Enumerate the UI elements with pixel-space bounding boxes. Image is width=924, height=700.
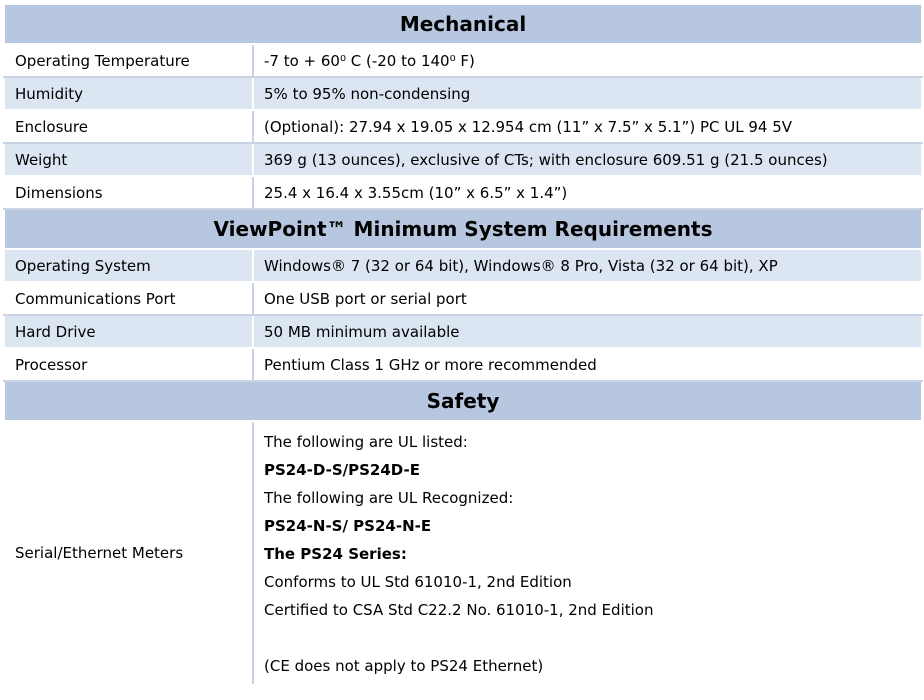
row-label: Enclosure xyxy=(4,110,253,143)
row-value: (Optional): 27.94 x 19.05 x 12.954 cm (11” x 7.5” x 5.1”) PC UL 94 5V xyxy=(253,110,922,143)
table-row xyxy=(4,110,922,143)
row-label: Operating System xyxy=(4,249,253,282)
safety-details xyxy=(253,421,922,685)
spec-table xyxy=(3,3,923,686)
section-header-mechanical xyxy=(4,4,922,44)
row-label: Serial/Ethernet Meters xyxy=(4,421,253,685)
safety-line: Conforms to UL Std 61010-1, 2nd Edition xyxy=(264,573,572,591)
row-value: -7 to + 60⁰ C (-20 to 140⁰ F) xyxy=(253,44,922,77)
row-value: 50 MB minimum available xyxy=(253,315,922,348)
table-row xyxy=(4,143,922,176)
safety-line: Certified to CSA Std C22.2 No. 61010-1, 2nd Edition xyxy=(264,601,654,619)
row-label: Humidity xyxy=(4,77,253,110)
row-label: Dimensions xyxy=(4,176,253,209)
row-label: Weight xyxy=(4,143,253,176)
row-value: 369 g (13 ounces), exclusive of CTs; with enclosure 609.51 g (21.5 ounces) xyxy=(253,143,922,176)
row-value: Windows® 7 (32 or 64 bit), Windows® 8 Pro, Vista (32 or 64 bit), XP xyxy=(253,249,922,282)
row-label: Operating Temperature xyxy=(4,44,253,77)
section-title: ViewPoint™ Minimum System Requirements xyxy=(4,209,922,249)
row-value: One USB port or serial port xyxy=(253,282,922,315)
table-row xyxy=(4,44,922,77)
table-row xyxy=(4,282,922,315)
row-value: 25.4 x 16.4 x 3.55cm (10” x 6.5” x 1.4”) xyxy=(253,176,922,209)
row-label: Communications Port xyxy=(4,282,253,315)
table-row xyxy=(4,348,922,381)
row-value: 5% to 95% non-condensing xyxy=(253,77,922,110)
row-label: Processor xyxy=(4,348,253,381)
safety-line: The following are UL listed: xyxy=(264,433,468,451)
row-value: Pentium Class 1 GHz or more recommended xyxy=(253,348,922,381)
safety-line: The following are UL Recognized: xyxy=(264,489,514,507)
table-row xyxy=(4,315,922,348)
safety-line-model: PS24-N-S/ PS24-N-E xyxy=(264,517,432,535)
row-label: Hard Drive xyxy=(4,315,253,348)
safety-line-model: PS24-D-S/PS24D-E xyxy=(264,461,421,479)
table-row xyxy=(4,421,922,685)
section-header-viewpoint xyxy=(4,209,922,249)
section-title: Safety xyxy=(4,381,922,421)
section-header-safety xyxy=(4,381,922,421)
section-title: Mechanical xyxy=(4,4,922,44)
safety-line-note: (CE does not apply to PS24 Ethernet) xyxy=(264,657,544,675)
table-row xyxy=(4,249,922,282)
table-row xyxy=(4,176,922,209)
safety-line-series: The PS24 Series: xyxy=(264,545,407,563)
safety-line-blank xyxy=(264,624,921,652)
table-row xyxy=(4,77,922,110)
